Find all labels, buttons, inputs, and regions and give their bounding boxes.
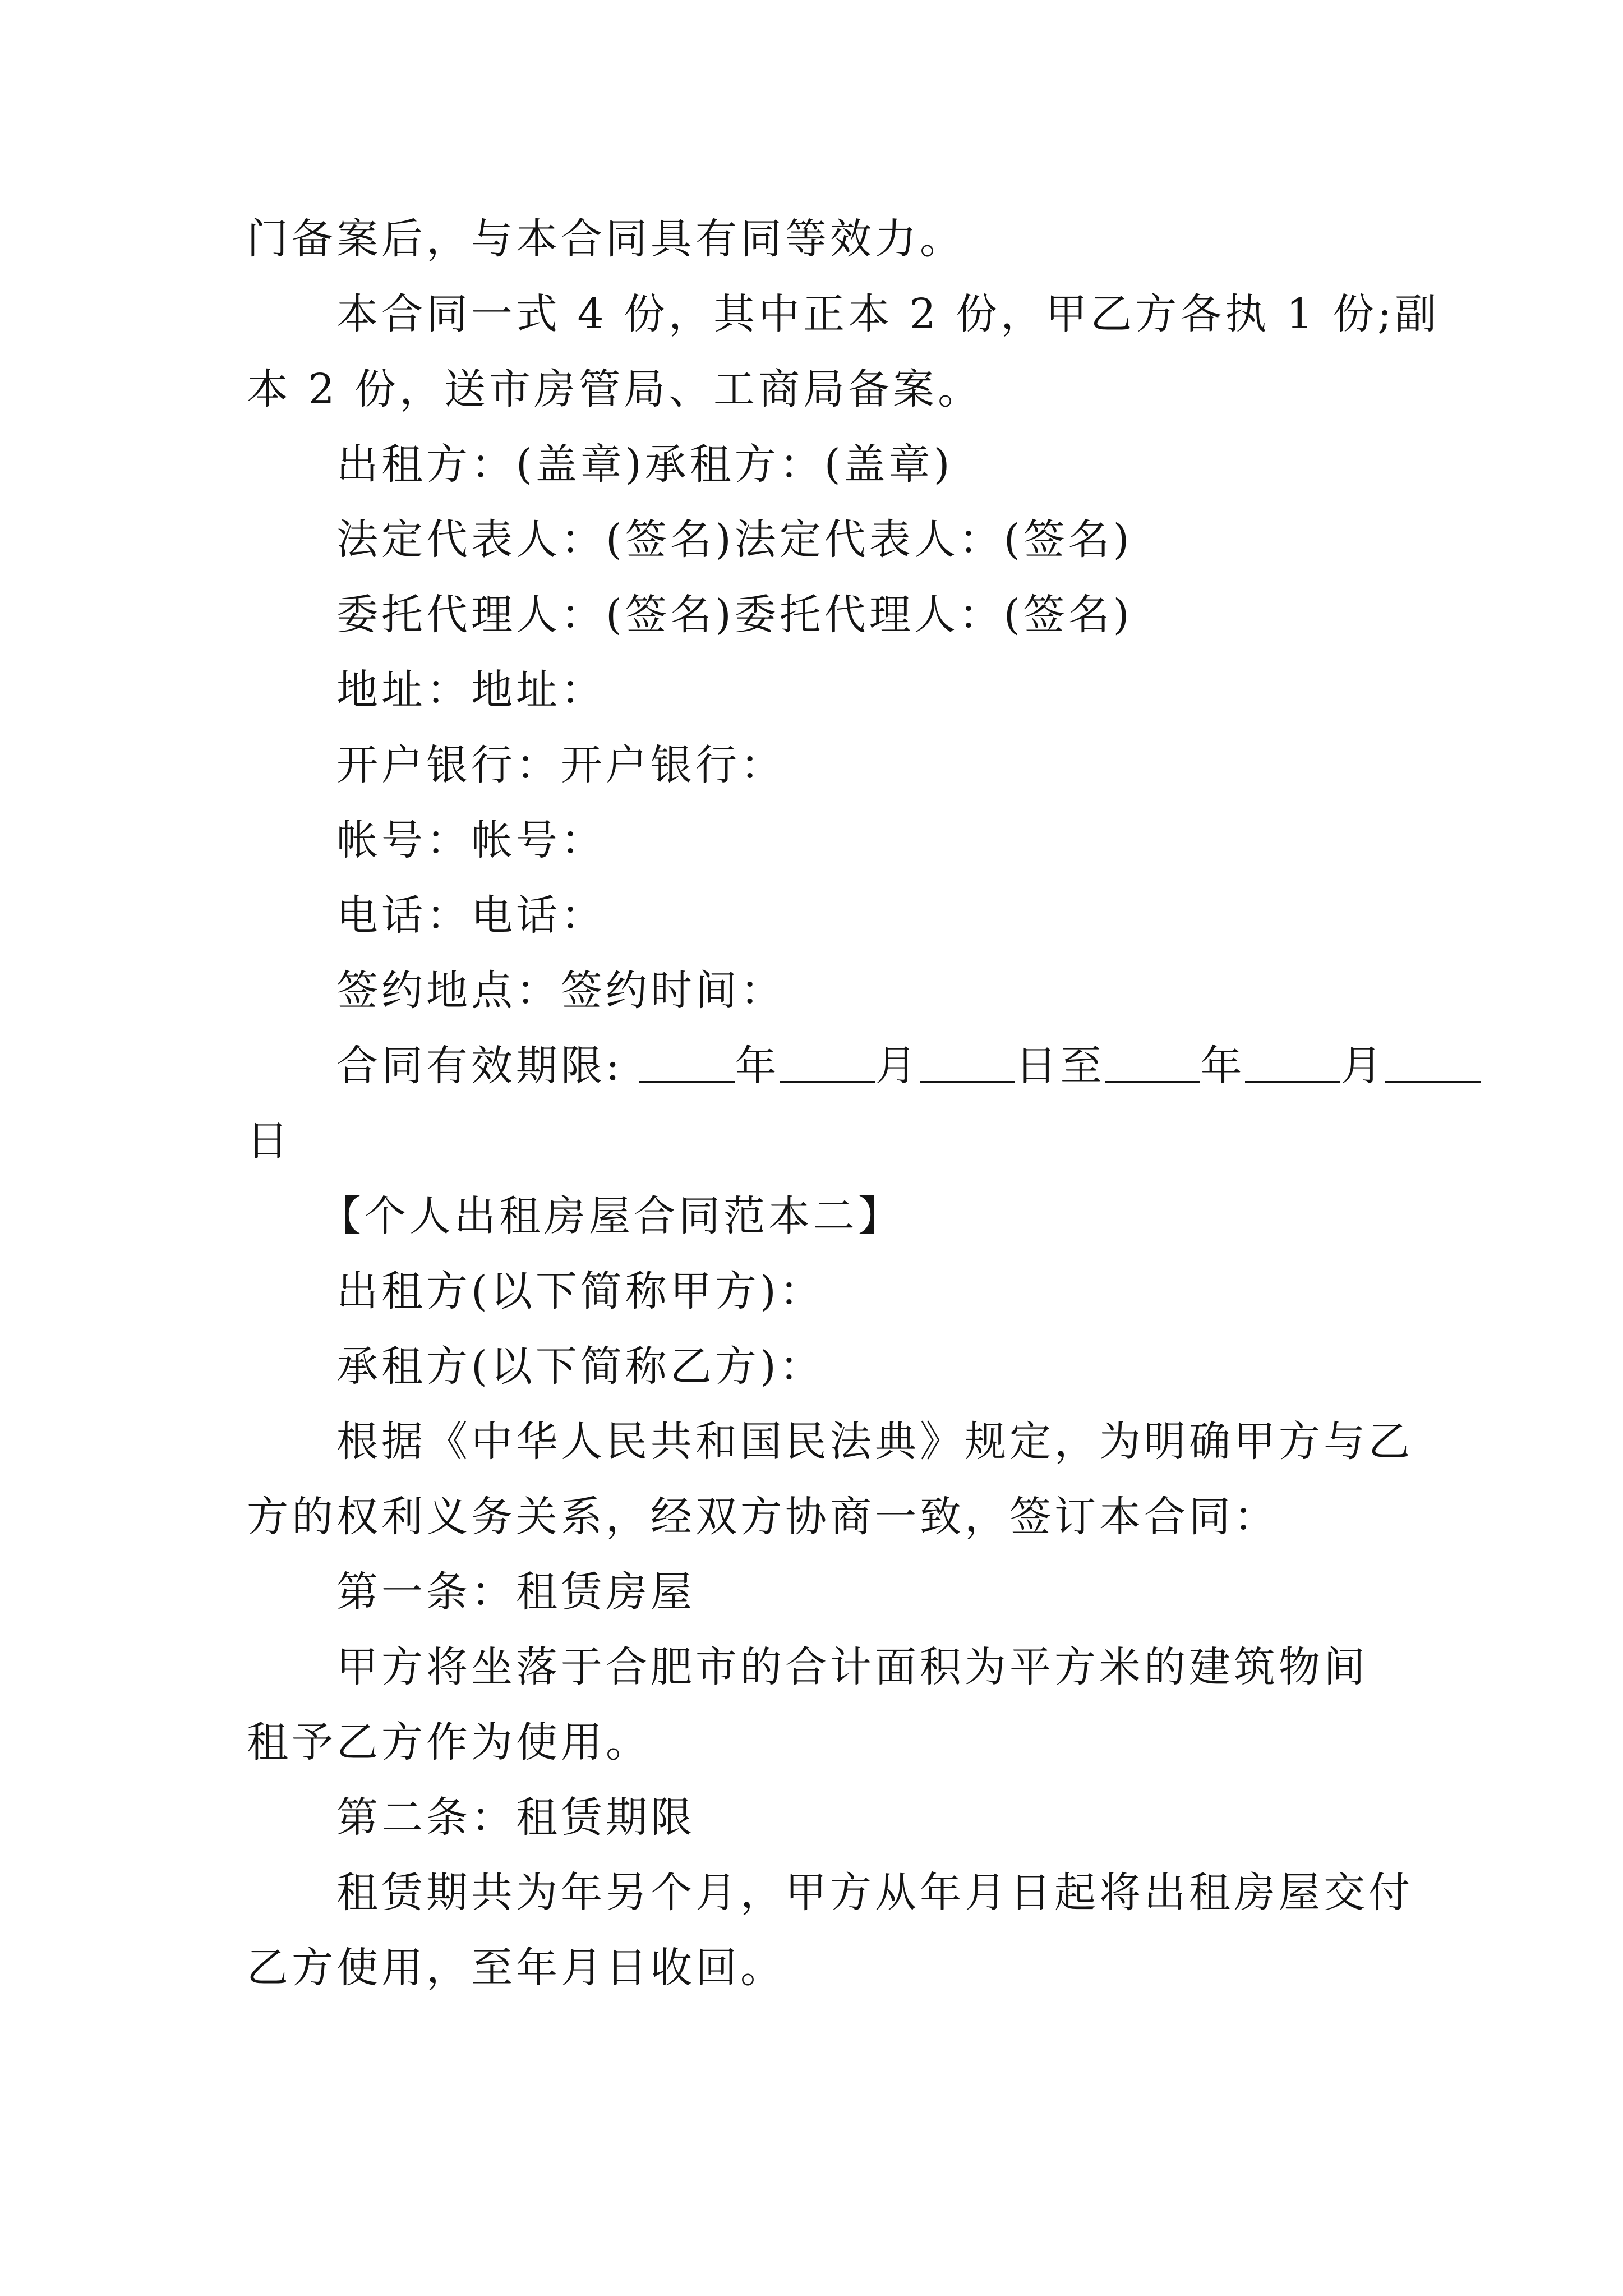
text-line: 方的权利义务关系，经双方协商一致，签订本合同： <box>247 1493 1279 1541</box>
text-line: 开户银行：开户银行： <box>336 741 785 789</box>
text-line: 门备案后，与本合同具有同等效力。 <box>247 215 965 263</box>
text-line: 乙方使用，至年月日收回。 <box>247 1944 785 1992</box>
month-label: 月 <box>875 1042 920 1090</box>
text-line: 根据《中华人民共和国民法典》规定，为明确甲方与乙 <box>336 1418 1413 1466</box>
blank-field <box>639 1046 735 1083</box>
blank-field <box>1105 1046 1200 1083</box>
text-line: 出租方(以下简称甲方)： <box>336 1267 824 1315</box>
text-line: 租赁期共为年另个月，甲方从年月日起将出租房屋交付 <box>336 1869 1413 1917</box>
year-label: 年 <box>735 1042 780 1090</box>
month-label: 月 <box>1340 1042 1386 1090</box>
text-line: 第一条：租赁房屋 <box>336 1568 695 1616</box>
year-label: 年 <box>1200 1042 1246 1090</box>
blank-field <box>1385 1046 1481 1083</box>
day-to-label: 日至 <box>1015 1042 1105 1090</box>
blank-field <box>780 1046 875 1083</box>
validity-line <box>336 1039 1481 1093</box>
blank-field <box>920 1046 1015 1083</box>
text-line: 帐号：帐号： <box>336 816 606 864</box>
blank-field <box>1245 1046 1340 1083</box>
text-line: 法定代表人：(签名)法定代表人：(签名) <box>336 516 1133 564</box>
text-line: 电话：电话： <box>336 891 606 940</box>
text-line: 甲方将坐落于合肥市的合计面积为平方米的建筑物间 <box>336 1643 1368 1691</box>
text-line: 租予乙方作为使用。 <box>247 1718 651 1766</box>
text-line: 出租方：(盖章)承租方：(盖章) <box>336 440 953 489</box>
text-line: 委托代理人：(签名)委托代理人：(签名) <box>336 591 1133 639</box>
text-line: 地址：地址： <box>336 666 606 714</box>
text-line: 第二条：租赁期限 <box>336 1793 695 1842</box>
text-line: 本合同一式 4 份，其中正本 2 份，甲乙方各执 1 份;副 <box>336 290 1440 338</box>
text-line: 承租方(以下简称乙方)： <box>336 1342 824 1391</box>
section-heading: 【个人出租房屋合同范本二】 <box>320 1192 903 1240</box>
validity-label: 合同有效期限: <box>336 1042 623 1090</box>
text-line: 签约地点：签约时间： <box>336 967 785 1015</box>
text-line: 日 <box>247 1117 292 1165</box>
text-line: 本 2 份，送市房管局、工商局备案。 <box>247 365 983 413</box>
